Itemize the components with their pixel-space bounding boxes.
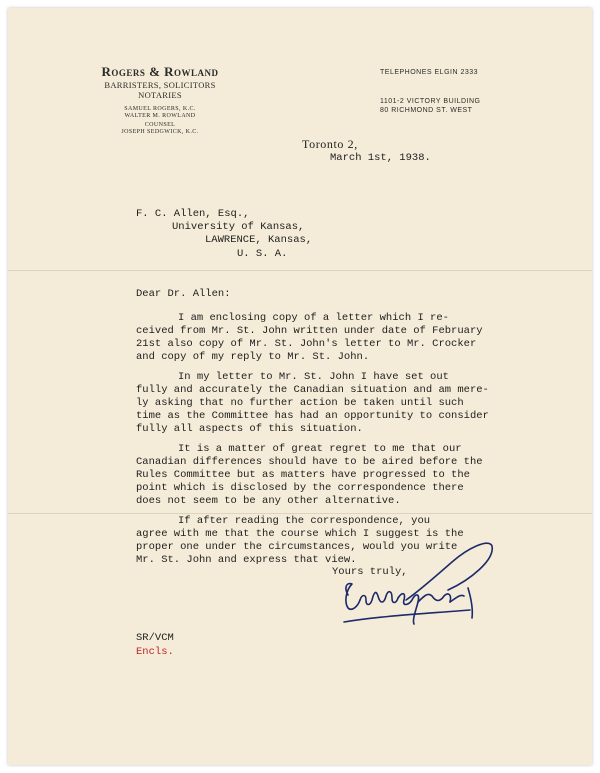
body-line: Rules Committee but as matters have progressed to the	[136, 469, 470, 481]
salutation: Dear Dr. Allen:	[136, 288, 231, 300]
firm-tagline-2: NOTARIES	[138, 90, 182, 100]
recipient-line: University of Kansas,	[172, 221, 305, 233]
body-line: Canadian differences should have to be aired before the	[136, 456, 483, 468]
body-line: does not seem to be any other alternative.	[136, 495, 401, 507]
partner-1: SAMUEL ROGERS, K.C.	[124, 106, 196, 112]
closing: Yours truly,	[332, 566, 408, 578]
body-line: fully all aspects of this situation.	[136, 423, 363, 435]
body-line: time as the Committee has had an opportunity to consider	[136, 410, 489, 422]
fold-line	[8, 513, 592, 514]
body-line: If after reading the correspondence, you	[178, 515, 431, 527]
enclosure-note: Encls.	[136, 646, 174, 658]
signature-image	[340, 540, 505, 635]
body-line: In my letter to Mr. St. John I have set out	[178, 371, 449, 383]
recipient-line: U. S. A.	[237, 248, 288, 260]
body-line: I am enclosing copy of a letter which I re-	[178, 312, 449, 324]
place: Toronto 2,	[302, 137, 358, 151]
body-line: Mr. St. John and express that view.	[136, 554, 357, 566]
body-line: point which is disclosed by the correspondence there	[136, 482, 464, 494]
body-line: 21st also copy of Mr. St. John's letter to Mr. Crocker	[136, 338, 477, 350]
recipient-line: F. C. Allen, Esq.,	[136, 208, 250, 220]
fold-line	[8, 270, 592, 271]
counsel-label: COUNSEL	[144, 122, 176, 128]
counsel-name: JOSEPH SEDGWICK, K.C.	[121, 129, 199, 135]
body-line: agree with me that the course which I suggest is the	[136, 528, 464, 540]
typist-initials: SR/VCM	[136, 632, 174, 644]
body-line: ceived from Mr. St. John written under date of February	[136, 325, 483, 337]
address-line-2: 80 RICHMOND ST. WEST	[380, 107, 473, 114]
body-line: fully and accurately the Canadian situation and am mere-	[136, 384, 489, 396]
address-line-1: 1101-2 VICTORY BUILDING	[380, 98, 481, 105]
body-line: It is a matter of great regret to me that our	[178, 443, 462, 455]
firm-name: Rogers & Rowland	[101, 64, 219, 79]
firm-tagline-1: BARRISTERS, SOLICITORS	[104, 80, 216, 90]
letterhead-firm	[60, 64, 260, 136]
partner-2: WALTER M. ROWLAND	[124, 113, 196, 119]
body-line: and copy of my reply to Mr. St. John.	[136, 351, 370, 363]
letterhead-contact	[380, 68, 500, 115]
date: March 1st, 1938.	[330, 152, 431, 164]
telephone: TELEPHONES ELGIN 2333	[380, 69, 479, 76]
body-line: proper one under the circumstances, would you write	[136, 541, 458, 553]
recipient-line: LAWRENCE, Kansas,	[205, 234, 313, 246]
body-line: ly asking that no further action be taken until such	[136, 397, 464, 409]
